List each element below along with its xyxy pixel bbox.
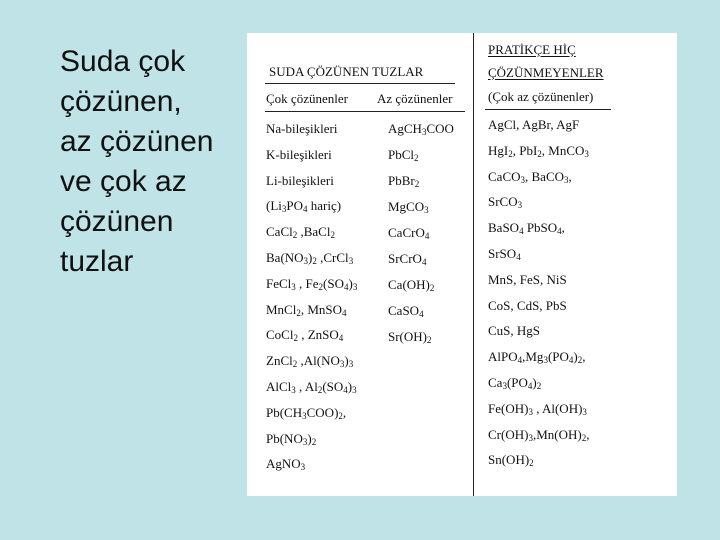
salt-entry: CaCl$_2$ ,BaCl$_2$ <box>266 224 335 241</box>
salt-entry: $Fe(OH)_3$ , $Al(OH)_3$ <box>488 400 587 417</box>
salt-entry: PbCl$_2$ <box>388 147 419 163</box>
header-soluble-salts: SUDA ÇÖZÜNEN TUZLAR <box>269 64 424 79</box>
subheader-rule <box>265 111 465 112</box>
title-line: ve çok az <box>60 165 187 198</box>
subheader-very-soluble: Çok çözünenler <box>266 91 348 106</box>
salt-entry: $Ca(OH)_2$ <box>388 277 435 293</box>
salt-entry: Na-bileşikleri <box>266 121 338 136</box>
subheader-very-slightly-soluble: (Çok az çözünenler) <box>488 89 594 104</box>
salt-entry: CuS, HgS <box>488 323 541 339</box>
salt-entry: $AlPO_4,Mg_3(PO_4)_2$, <box>488 349 586 366</box>
subheader-rule <box>485 109 611 110</box>
salt-entry: CaCO$_3$, BaCO$_3$, <box>488 168 572 185</box>
salt-entry: $Ca_3(PO_4)_2$ <box>488 375 542 391</box>
salt-entry: MnS, FeS, NiS <box>488 271 567 287</box>
salt-entry: $Pb(NO_3)_2$ <box>266 430 317 447</box>
slide-title <box>60 42 250 282</box>
salt-entry: ZnCl$_2$ $,Al(NO_3)_3$ <box>266 353 354 370</box>
salt-entry: SrSO$_4$ <box>488 246 521 262</box>
salt-entry: CoS, CdS, PbS <box>488 297 567 313</box>
salt-entry: ($Li_3PO_4$ hariç) <box>266 198 342 215</box>
salt-entry: $Pb(CH_3COO)_2$, <box>266 404 347 421</box>
salt-entry: MnCl$_2$, MnSO$_4$ <box>266 301 347 318</box>
salt-entry: SrCO$_3$ <box>488 194 523 211</box>
subheader-slightly-soluble: Az çözünenler <box>377 91 453 106</box>
salt-entry: AgCH$_3$COO <box>388 121 454 137</box>
salt-entry: CoCl$_2$ , ZnSO$_4$ <box>266 327 344 344</box>
header-rule <box>265 83 455 84</box>
salt-entry: MgCO$_3$ <box>388 199 429 215</box>
salt-entry: Li-bileşikleri <box>266 172 334 188</box>
salt-entry: FeCl$_3$ , $Fe_2(SO_4)_3$ <box>266 275 358 292</box>
title-line: çözünen, <box>60 85 182 118</box>
salt-entry: CaSO$_4$ <box>388 303 424 319</box>
salt-entry: AgCl, AgBr, AgF <box>488 117 580 132</box>
salt-entry: CaCrO$_4$ <box>388 225 430 241</box>
salt-entry: $Ba(NO_3)_2$ ,CrCl$_3$ <box>266 250 354 266</box>
header-insoluble-line1: PRATİKÇE HİÇ <box>488 42 576 57</box>
salt-entry: PbBr$_2$ <box>388 173 420 189</box>
salt-entry: AlCl$_3$ , $Al_2(SO_4)_3$ <box>266 379 357 395</box>
salt-entry: $Cr(OH)_3,Mn(OH)_2$, <box>488 426 590 443</box>
header-insoluble-line2: ÇÖZÜNMEYENLER <box>488 65 604 80</box>
salt-entry: $Sn(OH)_2$ <box>488 452 534 469</box>
salt-entry: K-bileşikleri <box>266 146 332 162</box>
title-line: tuzlar <box>60 245 134 278</box>
title-line: Suda çok <box>60 45 186 78</box>
salt-entry: AgNO$_3$ <box>266 456 306 473</box>
salt-entry: $Sr(OH)_2$ <box>388 329 432 345</box>
salt-entry: BaSO$_4$ PbSO$_4$, <box>488 220 565 237</box>
column-divider <box>473 33 474 496</box>
title-line: çözünen <box>60 205 174 238</box>
solubility-table <box>247 33 677 496</box>
salt-entry: SrCrO$_4$ <box>388 251 427 267</box>
title-line: az çözünen <box>60 125 214 158</box>
salt-entry: HgI$_2$, PbI$_2$, MnCO$_3$ <box>488 142 589 159</box>
